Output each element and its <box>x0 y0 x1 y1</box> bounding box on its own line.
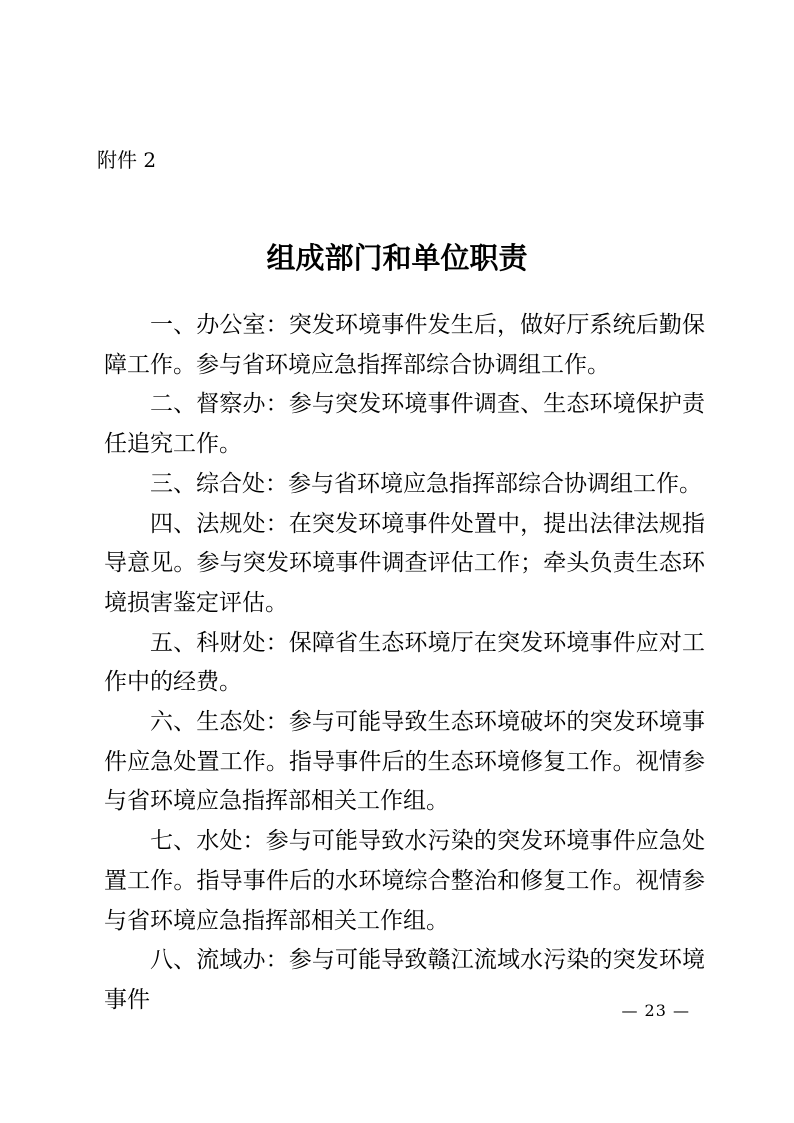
page-title: 组成部门和单位职责 <box>266 241 528 276</box>
body-paragraph: 一、办公室：突发环境事件发生后，做好厅系统后勤保障工作。参与省环境应急指挥部综合协调组工作。 <box>104 312 705 378</box>
body-paragraph: 八、流域办：参与可能导致赣江流域水污染的突发环境事件 <box>104 947 705 1013</box>
body-paragraph: 七、水处：参与可能导致水污染的突发环境事件应急处置工作。指导事件后的水环境综合整治和修复工作。视情参与省环境应急指挥部相关工作组。 <box>104 828 705 934</box>
document-body <box>104 306 705 1021</box>
attachment-label: 附件 2 <box>97 148 157 172</box>
page-number: — 23 — <box>621 1001 690 1020</box>
body-paragraph: 六、生态处：参与可能导致生态环境破坏的突发环境事件应急处置工作。指导事件后的生态环境修复工作。视情参与省环境应急指挥部相关工作组。 <box>104 709 705 815</box>
body-paragraph: 三、综合处：参与省环境应急指挥部综合协调组工作。 <box>150 470 702 497</box>
body-paragraph: 五、科财处：保障省生态环境厅在突发环境事件应对工作中的经费。 <box>104 629 705 696</box>
body-paragraph: 二、督察办：参与突发环境事件调查、生态环境保护责任追究工作。 <box>104 391 705 458</box>
body-paragraph: 四、法规处：在突发环境事件处置中，提出法律法规指导意见。参与突发环境事件调查评估工作；牵头负责生态环境损害鉴定评估。 <box>104 510 705 616</box>
